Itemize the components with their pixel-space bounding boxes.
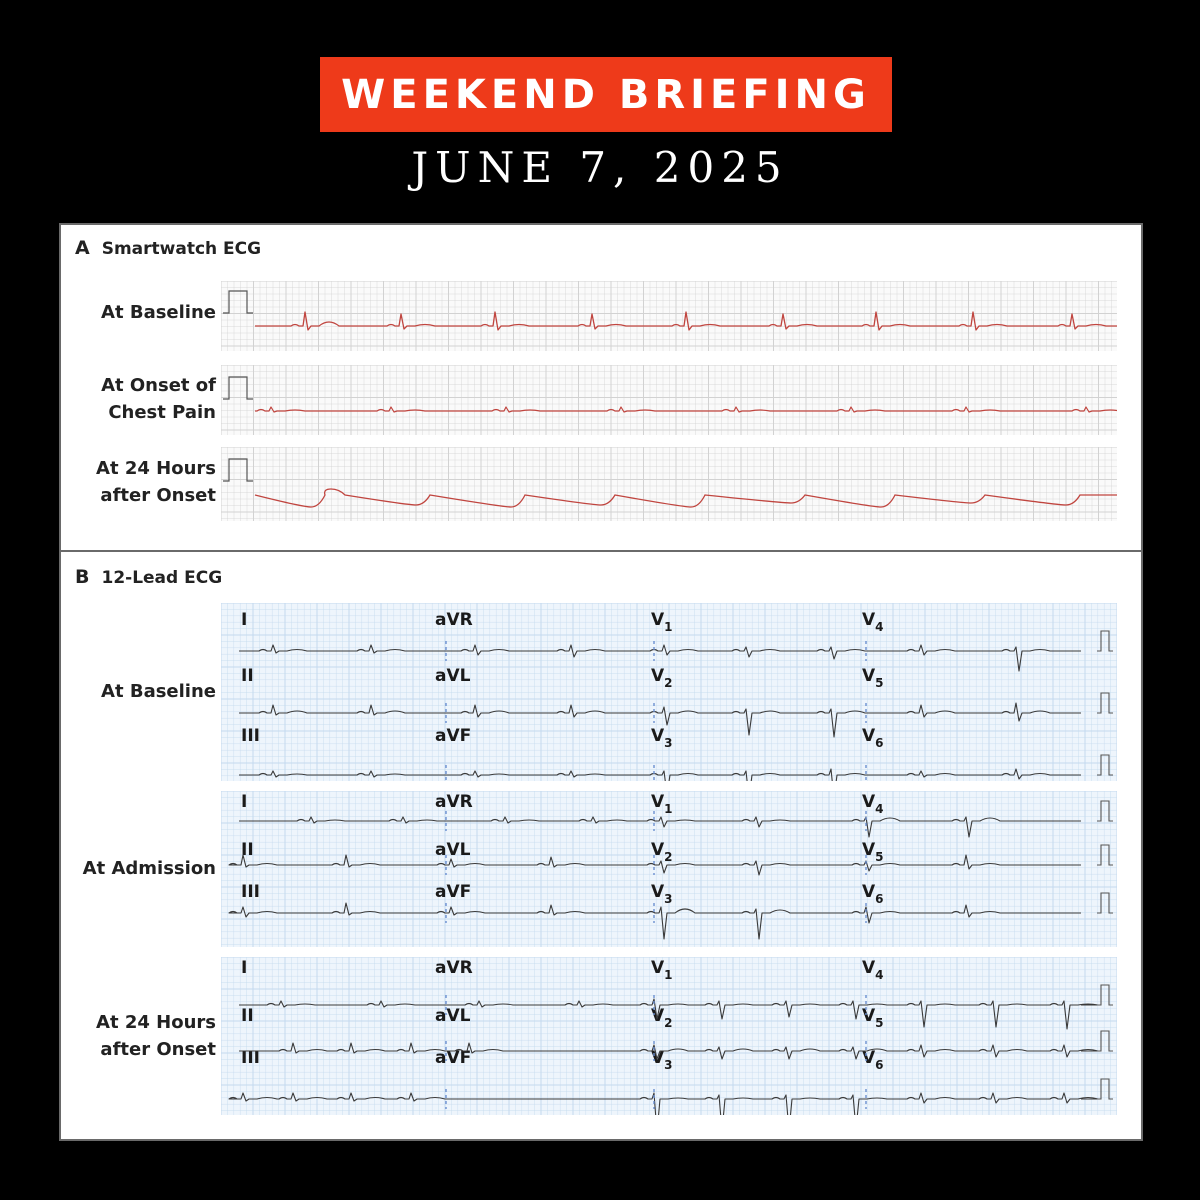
lead-label: aVF <box>435 882 472 902</box>
banner-title: WEEKEND BRIEFING <box>341 71 871 118</box>
lead-label: $V_3$ <box>651 1048 673 1072</box>
lead-label: $V_4$ <box>862 792 884 816</box>
lead-label: $V_6$ <box>862 882 884 906</box>
panel-b-row-baseline-label <box>16 678 216 705</box>
panel-a-letter: A <box>75 237 90 259</box>
lead-label: aVL <box>435 1006 471 1026</box>
lead-label: $V_3$ <box>651 882 673 906</box>
panel-a-heading: Smartwatch ECG <box>101 239 262 259</box>
lead-label: $V_4$ <box>862 958 884 982</box>
lead-label: $V_1$ <box>651 958 673 982</box>
label-line: At 24 Hours <box>96 1012 216 1033</box>
panel-b-letter: B <box>75 566 90 588</box>
weekend-briefing-banner <box>320 57 892 132</box>
lead-label: aVF <box>435 1048 472 1068</box>
lead-label: II <box>241 1006 254 1026</box>
label-line: after Onset <box>100 485 216 506</box>
panel-a-row-baseline-label <box>16 299 216 326</box>
lead-label: I <box>241 958 248 978</box>
panel-divider <box>61 550 1141 552</box>
lead-label: aVF <box>435 726 472 746</box>
lead-label: II <box>241 840 254 860</box>
ecg-grid <box>221 447 1117 521</box>
label-line: At Baseline <box>101 681 216 702</box>
lead-label: $V_1$ <box>651 792 673 816</box>
panel-b-row-24h-label <box>16 1009 216 1063</box>
ecg-grid <box>221 365 1117 435</box>
smartwatch-strip-24h <box>221 447 1117 521</box>
lead-label: $V_6$ <box>862 1048 884 1072</box>
twelve-lead-strip-24h <box>221 957 1117 1115</box>
panel-b-row-admission-label <box>16 855 216 882</box>
ecg-grid <box>221 281 1117 351</box>
lead-label: $V_2$ <box>651 840 673 864</box>
twelve-lead-strip-baseline <box>221 603 1117 781</box>
panel-a-row-onset-label <box>16 372 216 426</box>
panel-a-title <box>75 237 261 259</box>
lead-label: I <box>241 610 248 630</box>
panel-b-title <box>75 566 222 588</box>
lead-label: III <box>241 726 260 746</box>
smartwatch-strip-baseline <box>221 281 1117 351</box>
lead-label: $V_4$ <box>862 610 884 634</box>
lead-label: aVR <box>435 610 473 630</box>
lead-label: $V_2$ <box>651 666 673 690</box>
lead-label: aVR <box>435 958 473 978</box>
lead-label: aVL <box>435 840 471 860</box>
panel-b-heading: 12-Lead ECG <box>101 568 223 588</box>
lead-label: $V_2$ <box>651 1006 673 1030</box>
lead-label: $V_5$ <box>862 1006 884 1030</box>
ecg-figure-panel <box>59 223 1143 1141</box>
lead-label: III <box>241 882 260 902</box>
lead-label: II <box>241 666 254 686</box>
label-line: At Baseline <box>101 302 216 323</box>
lead-label: I <box>241 792 248 812</box>
label-line: At Admission <box>82 858 216 879</box>
lead-label: $V_5$ <box>862 840 884 864</box>
smartwatch-strip-onset <box>221 365 1117 435</box>
lead-label: $V_1$ <box>651 610 673 634</box>
lead-label: $V_6$ <box>862 726 884 750</box>
label-line: At 24 Hours <box>96 458 216 479</box>
lead-label: aVR <box>435 792 473 812</box>
label-line: At Onset of <box>101 375 216 396</box>
lead-label: III <box>241 1048 260 1068</box>
lead-label: $V_5$ <box>862 666 884 690</box>
briefing-date: JUNE 7, 2025 <box>411 143 789 192</box>
label-line: Chest Pain <box>108 402 216 423</box>
lead-label: $V_3$ <box>651 726 673 750</box>
twelve-lead-strip-admission <box>221 791 1117 947</box>
label-line: after Onset <box>100 1039 216 1060</box>
panel-a-row-24h-label <box>16 455 216 509</box>
lead-label: aVL <box>435 666 471 686</box>
